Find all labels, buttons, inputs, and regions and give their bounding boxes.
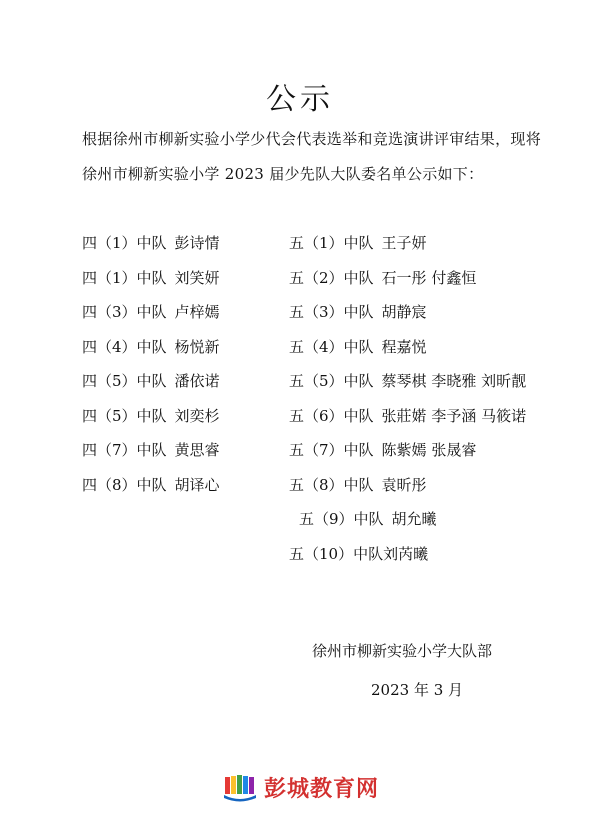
list-item <box>289 543 526 578</box>
squad-label: 五（2）中队 <box>289 268 374 287</box>
list-item <box>82 439 220 474</box>
member-names: 卢梓嫣 <box>174 303 220 321</box>
logo-text: 彭城教育网 <box>264 777 380 802</box>
list-item <box>82 405 220 440</box>
list-item <box>289 370 526 405</box>
list-item <box>289 508 526 543</box>
site-logo[interactable] <box>222 772 379 803</box>
member-names: 石一彤 付鑫恒 <box>381 268 477 287</box>
grade-five-list <box>289 232 526 577</box>
member-names: 彭诗情 <box>174 234 220 252</box>
squad-label: 四（5）中队 <box>82 406 167 425</box>
list-item <box>289 267 526 302</box>
squad-label: 五（10）中队 <box>289 544 384 563</box>
issue-date: 2023 年 3 月 <box>371 681 464 699</box>
squad-label: 四（8）中队 <box>82 475 167 494</box>
member-names: 潘依诺 <box>174 372 220 390</box>
squad-label: 四（5）中队 <box>82 372 167 390</box>
member-names: 王子妍 <box>381 234 427 252</box>
grade-four-list <box>82 232 220 508</box>
member-names: 胡允曦 <box>391 510 437 528</box>
member-names: 陈紫嫣 张晟睿 <box>381 441 477 459</box>
member-names: 刘笑妍 <box>174 268 220 287</box>
member-names: 刘芮曦 <box>383 544 429 563</box>
squad-label: 五（6）中队 <box>289 406 374 425</box>
page-title: 公示 <box>266 82 334 117</box>
list-item <box>289 474 526 509</box>
list-item <box>82 267 220 302</box>
list-item <box>82 232 220 267</box>
list-item <box>82 336 220 371</box>
list-item <box>289 336 526 371</box>
squad-label: 五（9）中队 <box>299 510 384 528</box>
squad-label: 五（5）中队 <box>289 372 374 390</box>
member-names: 袁昕彤 <box>381 475 427 494</box>
list-item <box>289 232 526 267</box>
member-names: 蔡琴棋 李晓雅 刘昕靓 <box>381 372 527 390</box>
member-names: 胡静宸 <box>381 303 427 321</box>
member-names: 张莊婼 李予涵 马筱诺 <box>381 406 527 425</box>
member-names: 程嘉悦 <box>381 337 427 356</box>
squad-label: 四（1）中队 <box>82 234 167 252</box>
list-item <box>289 301 526 336</box>
member-names: 杨悦新 <box>174 337 220 356</box>
squad-label: 四（4）中队 <box>82 337 167 356</box>
member-names: 胡译心 <box>174 475 220 494</box>
issuing-organization: 徐州市柳新实验小学大队部 <box>312 642 493 660</box>
list-item <box>289 405 526 440</box>
intro-line-2: 徐州市柳新实验小学 2023 届少先队大队委名单公示如下： <box>82 165 484 183</box>
squad-label: 五（3）中队 <box>289 303 374 321</box>
list-item <box>82 370 220 405</box>
list-item <box>82 474 220 509</box>
squad-label: 五（8）中队 <box>289 475 374 494</box>
book-icon <box>222 773 258 803</box>
squad-label: 五（7）中队 <box>289 441 374 459</box>
squad-label: 四（3）中队 <box>82 303 167 321</box>
member-names: 黄思睿 <box>174 441 220 459</box>
squad-label: 四（7）中队 <box>82 441 167 459</box>
member-names: 刘奕杉 <box>174 406 220 425</box>
squad-label: 五（4）中队 <box>289 337 374 356</box>
list-item <box>289 439 526 474</box>
list-item <box>82 301 220 336</box>
squad-label: 五（1）中队 <box>289 234 374 252</box>
intro-line-1: 根据徐州市柳新实验小学少代会代表选举和竞选演讲评审结果，现将 <box>82 130 542 148</box>
squad-label: 四（1）中队 <box>82 268 167 287</box>
